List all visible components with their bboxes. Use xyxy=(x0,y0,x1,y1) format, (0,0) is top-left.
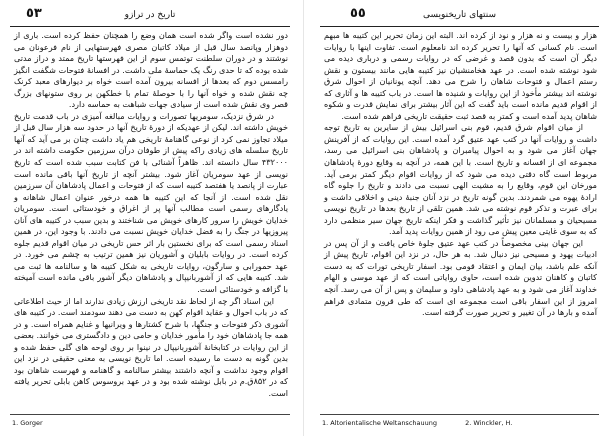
right-footnote: 1. Altorientalische Weltanschauung xyxy=(322,419,437,427)
right-paragraph: از میان اقوام شرق قدیم، قوم بنی اسرائیل بیش از سایرین به تاریخ توجه داشت و روایات آنها در کتب عهد عتیق گرد آمده است. این روایات که از آفرینش جهان آغاز می شود و به احوال پیامبران و پادشاهان بنی اسرائیل می رسد، مجموعه ای از افسانه و تاریخ است. با این همه، در آنچه به وقایع دورهٔ پادشاهان مربوط است گاه دقتی دیده می شود که از روایات اقوام دیگر کمتر برمی آید. مورخان این قوم، وقایع را به مشیت الهی نسبت می دادند و تاریخ را جلوه گاه ارادهٔ یهوه می شمردند. بدین گونه تاریخ در نزد آنان جنبهٔ دینی و اخلاقی داشت و برای عبرت و تذکر قوم نوشته می شد. همین تلقی از تاریخ بعدها در تاریخ نویسی مسیحیان و مسلمانان نیز تأثیر گذاشت و فکر اینکه تاریخ جهان سیر منظمی دارد که به سوی غایتی معین پیش می رود از همین روایات پدید آمد. xyxy=(324,122,597,237)
left-paragraph: این اسناد اگر چه از لحاظ نقد تاریخی ارزش زیادی ندارند اما از حیث اطلاعاتی که در باب احوال و عقاید اقوام کهن به دست می دهند سودمند است. در کتیبه های آشوری ذکر فتوحات و جنگها، با شرح کشتارها و ویرانیها و غنایم همراه است. و در همه جا پادشاهان خود را مأمور خدایان و حامی دین و دادگستری می خوانند. بعضی از این روایات در کتابخانهٔ آشوربانیپال در نینوا بر روی لوحه های گلی حفظ شده و بدین گونه به دست ما رسیده است. اما تاریخ نویسی به معنی حقیقی در نزد این اقوام وجود نداشت و آنچه داشتند بیشتر سالنامه و گاهنامه و فهرست شاهان بود که در ۸۵۲ق.م در بابل نوشته شده بود و در عهد بروسوس کاهن بابلی تحریر یافته است. xyxy=(14,295,288,398)
left-page xyxy=(0,0,300,436)
right-page-number: ٥٥ xyxy=(350,6,366,21)
right-body-text xyxy=(324,30,597,319)
left-footnote: 1. Gorger xyxy=(12,419,43,427)
left-page-number: ٥٣ xyxy=(26,6,42,21)
left-running-head: تاريخ در ترازو xyxy=(124,10,176,20)
page-gutter xyxy=(303,0,304,436)
right-footnote: 2. Winckler, H. xyxy=(465,419,513,427)
left-body-text xyxy=(14,30,288,400)
right-page-header xyxy=(320,8,599,27)
right-footnote-rule xyxy=(320,414,599,415)
left-footnotes xyxy=(12,419,288,427)
right-page xyxy=(310,0,609,436)
left-footnote-rule xyxy=(10,414,290,415)
left-page-header xyxy=(10,8,290,27)
left-paragraph: دور نشده است واگر شده است همان وضع را همچنان حفظ کرده است. باری از دوهزار وپانصد سال قبل از میلاد کاتبان مصری فهرستهایی از نام فرعونان می نوشتند و در دوران سلطنت توتمس سوم از این فهرستها تاریخ ممتد و دراز مدتی شده بوده که تا حدی رنگ یک حماسهٔ ملی داشت. در افسانهٔ فتوحات شگفت انگیز رامسس دوم که بعدها از افسانه بیرون آمده است خواه بر دیوارهای معبد کرنک چه نقش شده و خواه آنها را با حوصلهٔ تمام با خطکهن بر روی ستونهای بزرگ قصر وی نقش شده است از سیادی جهات شباهت به حماسه دارد. xyxy=(14,30,288,110)
right-running-head: سنتهای تاریخنویسی xyxy=(422,10,497,20)
left-paragraph: در شرق نزدیک، سومریها تصورات و روایات مبالغه آمیزی در باب قدمت تاریخ خویش داشته اند. لیکن از عهدیکه از دورهٔ تاریخ آنها در حدود سه هزار سال قبل از میلاد تجاوز نمی کرد از نوعی گاهنامهٔ تاریخی هم یاد داشت چنان بر می آید که آنها تاریخ سلسله های زیادی راکه پیش از طوفان درآن سرزمین حکومت داشته اند در ۴۳۲۰۰۰ سال دانسته اند. ظاهراً آشنائی با فن کتابت سبب شده است که تاریخ نویسی از عهد سومریان آغاز شود. بیشتر آنچه از تاریخ آنها باقی مانده است عبارت از پانصد یا هفتصد کتیبه است که از فتوحات و اعمال پادشاهان آن سرزمین نقل شده است. از آنجا که این کتیبه ها همه درخور عنوان اعمال شاهانه و یادگارهای رسمی است مطالب آنها پر از اغراق و خودستائی است. سومریان خدایان خویش را سرور کارهای خویش می شناختند و بدین سبب در کتیبه های آنان پیروزیها در جنگ را به فضل خدایان خویش نسبت می دادند. با وجود این، در همین اسناد رسمی است که برای نخستین بار اثر حس تاریخی در میان اقوام قدیم جلوه کرده است. در روایات بابلیان و آشوریان نیز همین ترتیب به چشم می خورد. در عهد حمورابی و سارگون، روایات تاریخی به شکل کتیبه ها و سالنامه ها ثبت می شد. کتیبه هایی که از آشوربانیپال و پادشاهان دیگر آشور باقی مانده است آمیخته با گزافه و خودستائی است. xyxy=(14,110,288,295)
right-footnotes xyxy=(322,419,597,427)
right-paragraph: هزار و بیست و نه هزار و نود از کرده اند. البته این زمان تحریر این کتیبه ها مبهم است. نام کسانی که آنها را تحریر کرده اند نامعلوم است. تفاوت اینها با روایات دیگر آن است که بدون قصد و غرضی که در روایات رسمی و درباری دیده می شود نوشته شده است. در عهد هخامنشیان نیز کتیبه هایی مانند بیستون و نقش رستم اعمال و فتوحات شاهان را شرح می دهد. آنچه یونانیان از احوال شرق نوشته اند بیشتر مأخوذ از این روایات و شنیده ها است. در باب کتیبه ها و آثاری که از اقوام قدیم مانده است باید گفت که این آثار بیشتر برای نمایش قدرت و شکوه شاهان پدید آمده است و کمتر به قصد ثبت حقیقت تاریخی فراهم شده است. xyxy=(324,30,597,121)
right-paragraph: این جهان بینی مخصوصاً در کتب عهد عتیق جلوهٔ خاص یافت و از آن پس در ادبیات یهود و مسیحی نیز دنبال شد. به هر حال، در نزد این اقوام، تاریخ پیش از آنکه علم باشد، بیان ایمان و اعتقاد قومی بود. اسفار تاریخی تورات که به دست کاتبان و کاهنان تدوین شده است، حاوی روایاتی است که از عهد موسی و الهام خداوند آغاز می شود و به عهد پادشاهی داود و سلیمان و پس از آن می رسد. آنچه امروز از این اسفار باقی است مجموعه ای است که طی قرون متمادی فراهم آمده و بارها در آن تغییر و تحریر صورت گرفته است. xyxy=(324,237,597,318)
